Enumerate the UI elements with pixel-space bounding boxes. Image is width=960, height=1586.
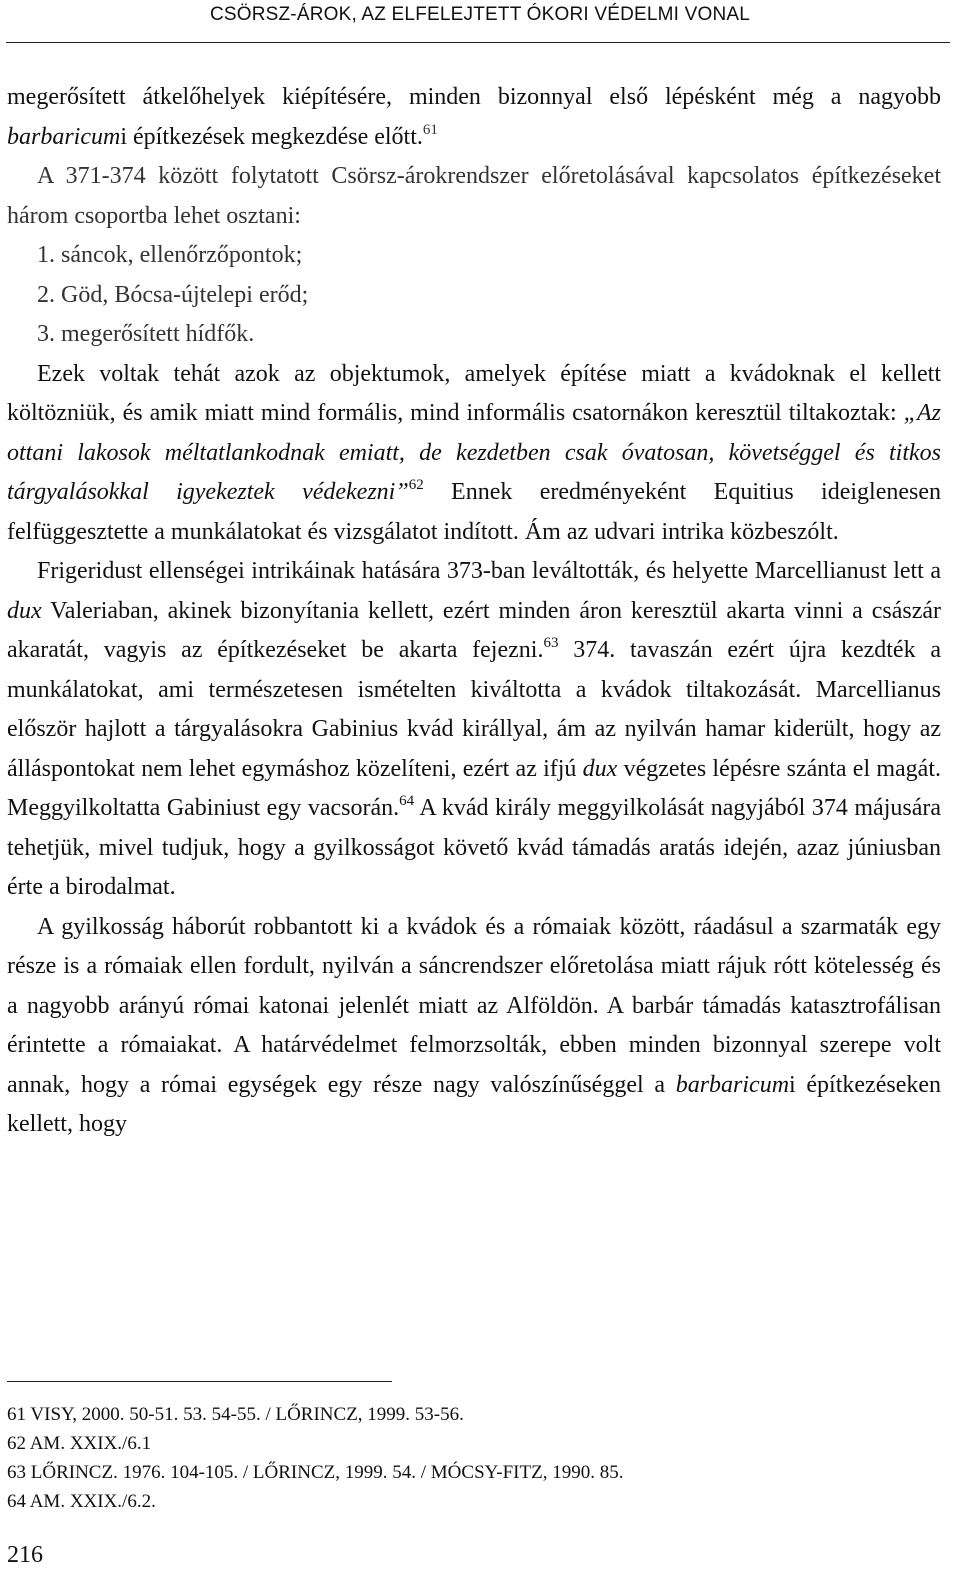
p3-text-a: Ezek voltak tehát azok az objektumok, amelyek építése miatt a kvádoknak el kellett költözniük, és amik miatt mind formális, mind informális csatornákon keresztül tiltakoztak: xyxy=(7,360,941,426)
page-number: 216 xyxy=(7,1542,43,1568)
paragraph-2: A 371-374 között folytatott Csörsz-árokrendszer előretolásával kapcsolatos építkezéseket három csoportba lehet osztani: xyxy=(7,163,941,229)
footnote-64: 64 AM. XXIX./6.2. xyxy=(7,1491,156,1512)
p1-italic-barbaricum: barbaricum xyxy=(7,123,121,150)
list-item: 3. megerősített hídfők. xyxy=(37,321,255,347)
p4-italic-dux-2: dux xyxy=(582,755,618,782)
paragraph-3 xyxy=(7,355,941,553)
paragraph-5 xyxy=(7,908,941,1145)
footnote-63: 63 LŐRINCZ. 1976. 104-105. / LŐRINCZ, 1999. 54. / MÓCSY-FITZ, 1990. 85. xyxy=(7,1462,624,1483)
footnote-62: 62 AM. XXIX./6.1 xyxy=(7,1433,152,1454)
body-text xyxy=(7,78,941,1145)
footnote-61: 61 VISY, 2000. 50-51. 53. 54-55. / LŐRINCZ, 1999. 53-56. xyxy=(7,1404,464,1425)
running-head: CSÖRSZ-ÁROK, AZ ELFELEJTETT ÓKORI VÉDELMI VONAL xyxy=(209,4,751,25)
p5-text-a: A gyilkosság háborút robbantott ki a kvádok és a rómaiak között, ráadásul a szarmaták egy része is a rómaiak ellen fordult, nyilván a sáncrendszer előretolása miatt rájuk rótt kötelesség és a nagyobb arányú római katonai jelenlét miatt az Alföldön. A barbár támadás katasztrofálisan érintette a rómaiakat. A határvédelmet felmorzsolták, ebben minden bizonnyal szerepe volt annak, hogy a római egységek egy része nagy valószínűséggel a xyxy=(7,913,941,1098)
p3-text-b: Ennek eredményeként Equitius ideiglenesen felfüggesztette a munkálatokat és vizsgálatot indított. Ám az udvari intrika közbeszólt. xyxy=(7,479,941,545)
footnote-rule xyxy=(7,1381,392,1382)
p4-text-a: Frigeridust ellenségei intrikáinak hatására 373-ban leváltották, és helyette Marcellianust lett a xyxy=(37,558,941,584)
list-item: 1. sáncok, ellenőrzőpontok; xyxy=(37,242,303,268)
p4-text-d: végzetes lépésre szánta el magát. Meggyilkoltatta Gabiniust egy vacsorán. xyxy=(7,755,942,821)
p4-text-c: 374. tavaszán ezért újra kezdték a munkálatokat, ami természetesen ismételten kiváltotta a kvádok tiltakozását. Marcellianus először hajlott a tárgyalásokra Gabinius kvád királlyal, ám az nyilván hamar kiderült, hogy az álláspontokat nem lehet egymáshoz közelíteni, ezért az ifjú xyxy=(7,637,942,782)
paragraph-4 xyxy=(7,552,941,908)
p1-text-a: megerősített átkelőhelyek kiépítésére, minden bizonnyal első lépésként még a nagyobb xyxy=(7,84,941,110)
footnotes xyxy=(7,1400,941,1516)
p4-text-e: A kvád király meggyilkolását nagyjából 374 májusára tehetjük, mivel tudjuk, hogy a gyilkosságot követő kvád támadás aratás idején, azaz júniusban érte a birodalmat. xyxy=(7,795,942,900)
p5-text-c: i építkezéseken kellett, hogy xyxy=(7,1071,941,1137)
paragraph-1 xyxy=(7,78,941,157)
footnote-ref-62: 62 xyxy=(408,477,424,493)
p4-italic-dux: dux xyxy=(7,597,42,624)
p5-italic-barbaricum: barbaricum xyxy=(675,1071,790,1098)
p4-text-b: Valeriaban, akinek bizonyítania kellett, ezért minden áron keresztül akarta vinni a császár akaratát, vagyis az építkezéseket be akarta fejezni. xyxy=(7,597,941,663)
p1-text-c: i építkezések megkezdése előtt. xyxy=(120,123,423,150)
footnote-ref-61: 61 xyxy=(422,121,438,138)
footnote-ref-64: 64 xyxy=(399,793,415,809)
footnote-ref-63: 63 xyxy=(543,635,559,651)
header-rule xyxy=(6,42,950,43)
construction-list xyxy=(7,236,941,355)
list-item: 2. Göd, Bócsa-újtelepi erőd; xyxy=(37,281,309,308)
p3-quote: „Az ottani lakosok méltatlankodnak emiatt, de kezdetben csak óvatosan, követséggel és titkos tárgyalásokkal igyekeztek védekezni” xyxy=(7,400,941,505)
